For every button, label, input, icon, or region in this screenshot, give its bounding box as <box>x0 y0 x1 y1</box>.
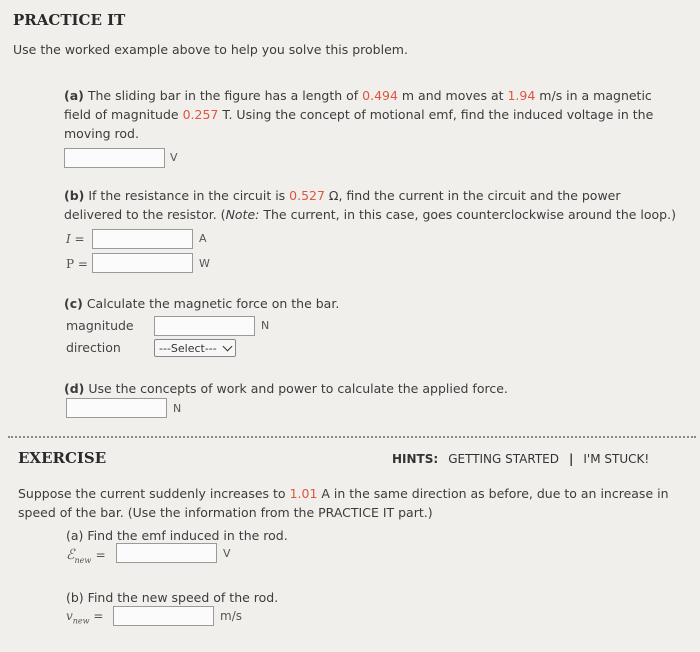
power-unit: W <box>199 257 210 270</box>
hints-bar <box>392 452 649 466</box>
chevron-down-icon <box>222 342 232 352</box>
speed-new-unit: m/s <box>220 609 242 623</box>
magnitude-label: magnitude <box>66 318 134 333</box>
section-divider <box>8 436 696 438</box>
part-a-unit: V <box>170 151 178 164</box>
emf-new-input[interactable] <box>116 543 217 563</box>
part-b-question: (b) If the resistance in the circuit is 0.527 Ω, find the current in the circuit and the power delivered to the resistor. (Note: The current, in this case, goes counterclockwise around the loop.) <box>64 188 676 222</box>
part-c-question: (c) Calculate the magnetic force on the bar. <box>64 296 340 311</box>
magnitude-unit: N <box>261 319 270 332</box>
part-a-question: (a) The sliding bar in the figure has a length of 0.494 m and moves at 1.94 m/s in a magnetic field of magnitude 0.257 T. Using the concept of motional emf, find the induced voltage in the moving rod. <box>64 88 654 141</box>
current-symbol: I = <box>66 232 85 246</box>
direction-select[interactable]: ---Select--- <box>154 339 236 357</box>
current-input[interactable] <box>92 229 193 249</box>
direction-label: direction <box>66 340 121 355</box>
exercise-question: Suppose the current suddenly increases to 1.01 A in the same direction as before, due to an increase in speed of the bar. (Use the information from the PRACTICE IT part.) <box>18 486 669 520</box>
practice-title: PRACTICE IT <box>13 11 126 29</box>
part-d-question: (d) Use the concepts of work and power to calculate the applied force. <box>64 381 508 396</box>
emf-new-unit: V <box>223 547 231 560</box>
hint-getting-started-link[interactable]: GETTING STARTED <box>448 452 559 466</box>
current-unit: A <box>199 232 207 245</box>
part-a-voltage-input[interactable] <box>64 148 165 168</box>
speed-symbol: $v_{new}$ = <box>66 609 104 626</box>
hint-stuck-link[interactable]: I'M STUCK! <box>583 452 650 466</box>
part-d-force-input[interactable] <box>66 398 167 418</box>
power-symbol: P = <box>66 257 88 271</box>
emf-symbol: ℰ$_{new}$ = <box>66 547 106 565</box>
exercise-title: EXERCISE <box>18 449 107 467</box>
practice-intro: Use the worked example above to help you solve this problem. <box>13 42 408 57</box>
exercise-part-b-question: (b) Find the new speed of the rod. <box>66 590 279 605</box>
hints-label: HINTS: <box>392 452 439 466</box>
magnitude-input[interactable] <box>154 316 255 336</box>
power-input[interactable] <box>92 253 193 273</box>
exercise-part-a-question: (a) Find the emf induced in the rod. <box>66 528 288 543</box>
speed-new-input[interactable] <box>113 606 214 626</box>
hint-separator: | <box>569 452 574 466</box>
part-d-unit: N <box>173 402 182 415</box>
